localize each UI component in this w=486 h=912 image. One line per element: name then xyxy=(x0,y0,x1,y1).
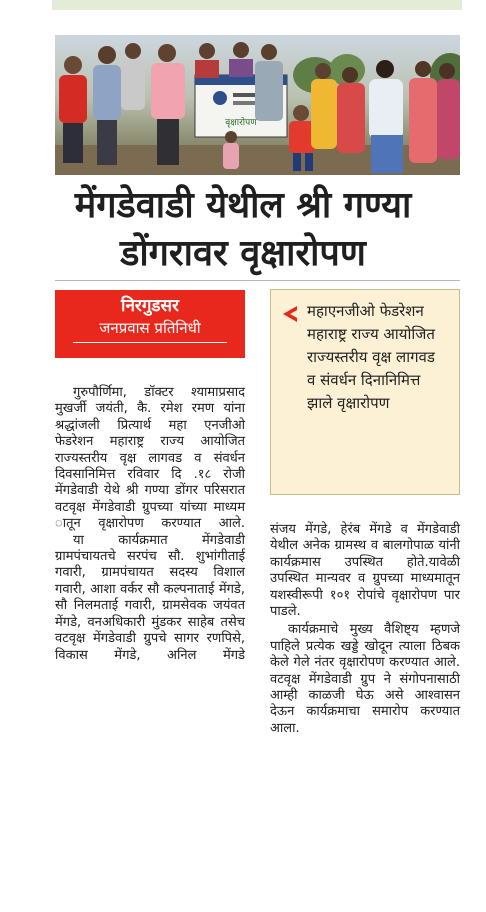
dateline-box xyxy=(55,290,245,358)
event-photo xyxy=(55,35,460,175)
dateline-place: निरगुडसर xyxy=(121,296,179,316)
highlight-box xyxy=(270,289,460,495)
body-paragraph-2: या कार्यक्रमात मेंगडेवाडी ग्रामपंचायतचे सरपंच सौ. शुभांगीताई गवारी, ग्रामपंचायत सदस्य विशाल गवारी, आशा वर्कर सौ कल्पनाताई मेंगडे, सौ निलमताई गवारी, ग्रामसेवक जयंवत मेंगडे, वनअधिकारी मुंडकर साहेब तसेच वटवृक्ष मेंगडेवाडी ग्रुपचे सागर रणपिसे, विकास मेंगडे, अनिल मेंगडे xyxy=(55,532,245,663)
headline-line-1: मेंगडेवाडी येथील श्री गण्या xyxy=(74,185,412,226)
highlight-text: महाएनजीओ फेडरेशन महाराष्ट्र राज्य आयोजित राज्यस्तरीय वृक्ष लागवड व संवर्धन दिनानिमित्त झाले वृक्षारोपण xyxy=(307,302,435,412)
body-column-1 xyxy=(55,385,245,664)
body-column-2 xyxy=(270,522,460,737)
body-paragraph-4: कार्यक्रमाचे मुख्य वैशिष्ट्य म्हणजे पाहिले प्रत्येक खड्डे खोदून त्याला ठिबक केले गेले नंतर वृक्षारोपण करण्यात आले. वटवृक्ष मेंगडेवाडी ग्रुप ने संगोपनासाठी आम्ही काळजी घेऊ असे आश्वासन देऊन कार्यक्रमाचा समारोप करण्यात आला. xyxy=(270,622,460,736)
body-paragraph-3: संजय मेंगडे, हेरंब मेंगडे व मेंगडेवाडी येथील अनेक ग्रामस्थ व बालगोपाळ यांनी कार्यक्रमास उपस्थित होते.यावेळी उपस्थित मान्यवर व ग्रुपच्या माध्यमातून यशस्वीरूपी १०१ रोपांचे वृक्षारोपण पार पाडले. xyxy=(270,522,460,620)
headline-line-2: डोंगरावर वृक्षारोपण xyxy=(120,233,366,274)
previous-article-strip xyxy=(52,0,462,10)
divider xyxy=(55,280,460,281)
dateline-byline: जनप्रवास प्रतिनिधी xyxy=(99,319,201,337)
group-photo-illustration xyxy=(55,35,460,175)
banner-text: वृक्षारोपण xyxy=(225,118,257,128)
chevron-left-icon-inner xyxy=(290,309,299,319)
dateline-rule xyxy=(73,342,227,343)
body-paragraph-1: गुरुपौर्णिमा, डॉक्टर श्यामाप्रसाद मुखर्जी जयंती, कै. रमेश रमण यांना श्रद्धांजली प्रित्यार्थ महा एनजीओ फेडरेशन महाराष्ट्र राज्य आयोजित राज्यस्तरीय वृक्ष लागवड व संवर्धन दिवसानिमित्त रविवार दि .१८ रोजी मेंगडेवाडी येथे श्री गण्या डोंगर परिसरात वटवृक्ष मेंगडेवाडी ग्रुपच्या यांच्या माध्यम ातून वृक्षारोपण करण्यात आले. xyxy=(55,385,245,532)
